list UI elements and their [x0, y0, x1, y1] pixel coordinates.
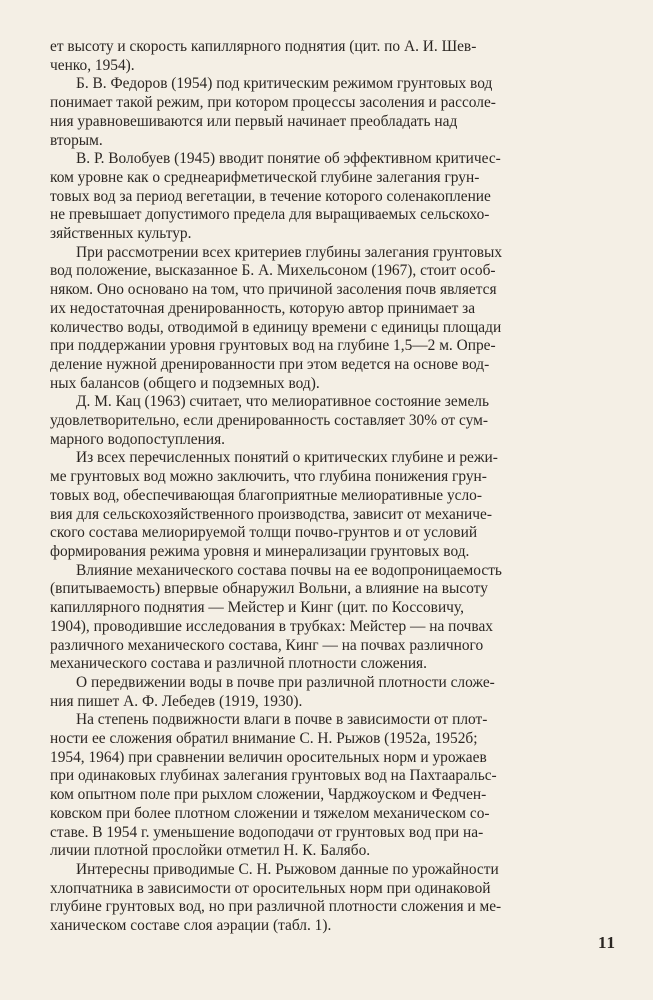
page-number: 11 [598, 933, 617, 952]
text-line: вия для сельскохозяйственного производства, зависит от механиче- [50, 505, 492, 523]
text-line: ности ее сложения обратил внимание С. Н. Рыжов (1952а, 1952б; [50, 730, 478, 748]
paragraph-mikhelson [50, 244, 620, 394]
text-line: ханическом составе слоя аэрации (табл. 1). [50, 917, 332, 935]
text-line: зяйственных культур. [50, 225, 192, 243]
text-line: ме грунтовых вод можно заключить, что глубина понижения грун- [50, 468, 487, 486]
text-line: понимает такой режим, при котором процессы засоления и рассоле- [50, 94, 496, 112]
text-line: механического состава и различной плотности сложения. [50, 655, 427, 673]
text-line: Из всех перечисленных понятий о критических глубине и режи- [76, 449, 498, 467]
text-line: их недостаточная дренированность, которую автор принимает за [50, 299, 476, 317]
text-line: Влияние механического состава почвы на ее водопроницаемость [76, 561, 502, 579]
body-text [50, 38, 620, 936]
text-line: товых вод за период вегетации, в течение которого соленакопление [50, 187, 491, 205]
text-line: личии плотной прослойки отметил Н. К. Балябо. [50, 842, 371, 860]
text-line: товых вод, обеспечивающая благоприятные мелиоративные усло- [50, 486, 482, 504]
text-line: ет высоту и скорость капиллярного поднятия (цит. по А. И. Шев- [50, 38, 477, 55]
text-line: не превышает допустимого предела для выращиваемых сельскохо- [50, 206, 490, 224]
paragraph-ryzhov [50, 711, 620, 861]
text-line: 1954, 1964) при сравнении величин оросительных норм и урожаев [50, 748, 487, 766]
text-line: няком. Оно основано на том, что причиной засоления почв является [50, 281, 497, 299]
paragraph-kats [50, 393, 620, 449]
text-line: ных балансов (общего и подземных вод). [50, 374, 320, 392]
text-line: удовлетворительно, если дренированность составляет 30% от сум- [50, 412, 488, 430]
paragraph-volobuev [50, 150, 620, 244]
text-line: марного водопоступления. [50, 430, 226, 448]
paragraph-fedorov [50, 75, 620, 150]
text-line: вод положение, высказанное Б. А. Михельсоном (1967), стоит особ- [50, 262, 496, 280]
text-line: ставе. В 1954 г. уменьшение водоподачи от грунтовых вод при на- [50, 823, 484, 841]
text-line: На степень подвижности влаги в почве в зависимости от плот- [76, 711, 488, 729]
text-line: различного механического состава, Кинг — на почвах различного [50, 636, 484, 654]
text-line: Д. М. Кац (1963) считает, что мелиоративное состояние земель [76, 393, 489, 411]
text-line: ковском при более плотном сложении и тяжелом механическом со- [50, 804, 490, 822]
text-line: О передвижении воды в почве при различной плотности сложе- [76, 673, 495, 691]
text-line: количество воды, отводимой в единицу времени с единицы площади [50, 318, 502, 336]
paragraph-conclusion [50, 449, 620, 561]
text-line: ния пишет А. Ф. Лебедев (1919, 1930). [50, 692, 303, 710]
paragraph-lebedev [50, 674, 620, 711]
text-line: ком опытном поле при рыхлом сложении, Чарджоуском и Федчен- [50, 786, 487, 804]
text-line: глубине грунтовых вод, но при различной плотности сложения и ме- [50, 898, 502, 916]
paragraph-table-intro [50, 861, 620, 936]
text-line: Б. В. Федоров (1954) под критическим режимом грунтовых вод [76, 75, 493, 93]
text-line: ком уровне как о среднеарифметической глубине залегания грун- [50, 168, 480, 186]
text-line: ченко, 1954). [50, 56, 135, 74]
text-line: (впитываемость) впервые обнаружил Вольни, а влияние на высоту [50, 580, 488, 598]
text-line: деление нужной дренированности при этом ведется на основе вод- [50, 355, 490, 373]
text-line: при поддержании уровня грунтовых вод на глубине 1,5—2 м. Опре- [50, 337, 496, 355]
paragraph-continuation [50, 38, 620, 75]
text-line: Интересны приводимые С. Н. Рыжовом данные по урожайности [76, 860, 499, 878]
text-line: формирования режима уровня и минерализации грунтовых вод. [50, 542, 470, 560]
text-line: При рассмотрении всех критериев глубины залегания грунтовых [76, 243, 503, 261]
text-line: вторым. [50, 131, 103, 149]
text-line: при одинаковых глубинах залегания грунтовых вод на Пахтааральс- [50, 767, 497, 785]
text-line: В. Р. Волобуев (1945) вводит понятие об эффективном критичес- [76, 150, 501, 168]
text-line: хлопчатника в зависимости от оросительных норм при одинаковой [50, 879, 491, 897]
text-line: 1904), проводившие исследования в трубках: Мейстер — на почвах [50, 617, 494, 635]
text-line: ния уравновешиваются или первый начинает преобладать над [50, 112, 458, 130]
paragraph-volni [50, 562, 620, 674]
text-line: капиллярного поднятия — Мейстер и Кинг (цит. по Коссовичу, [50, 599, 464, 617]
text-line: ского состава мелиорируемой толщи почво-грунтов и от условий [50, 524, 478, 542]
